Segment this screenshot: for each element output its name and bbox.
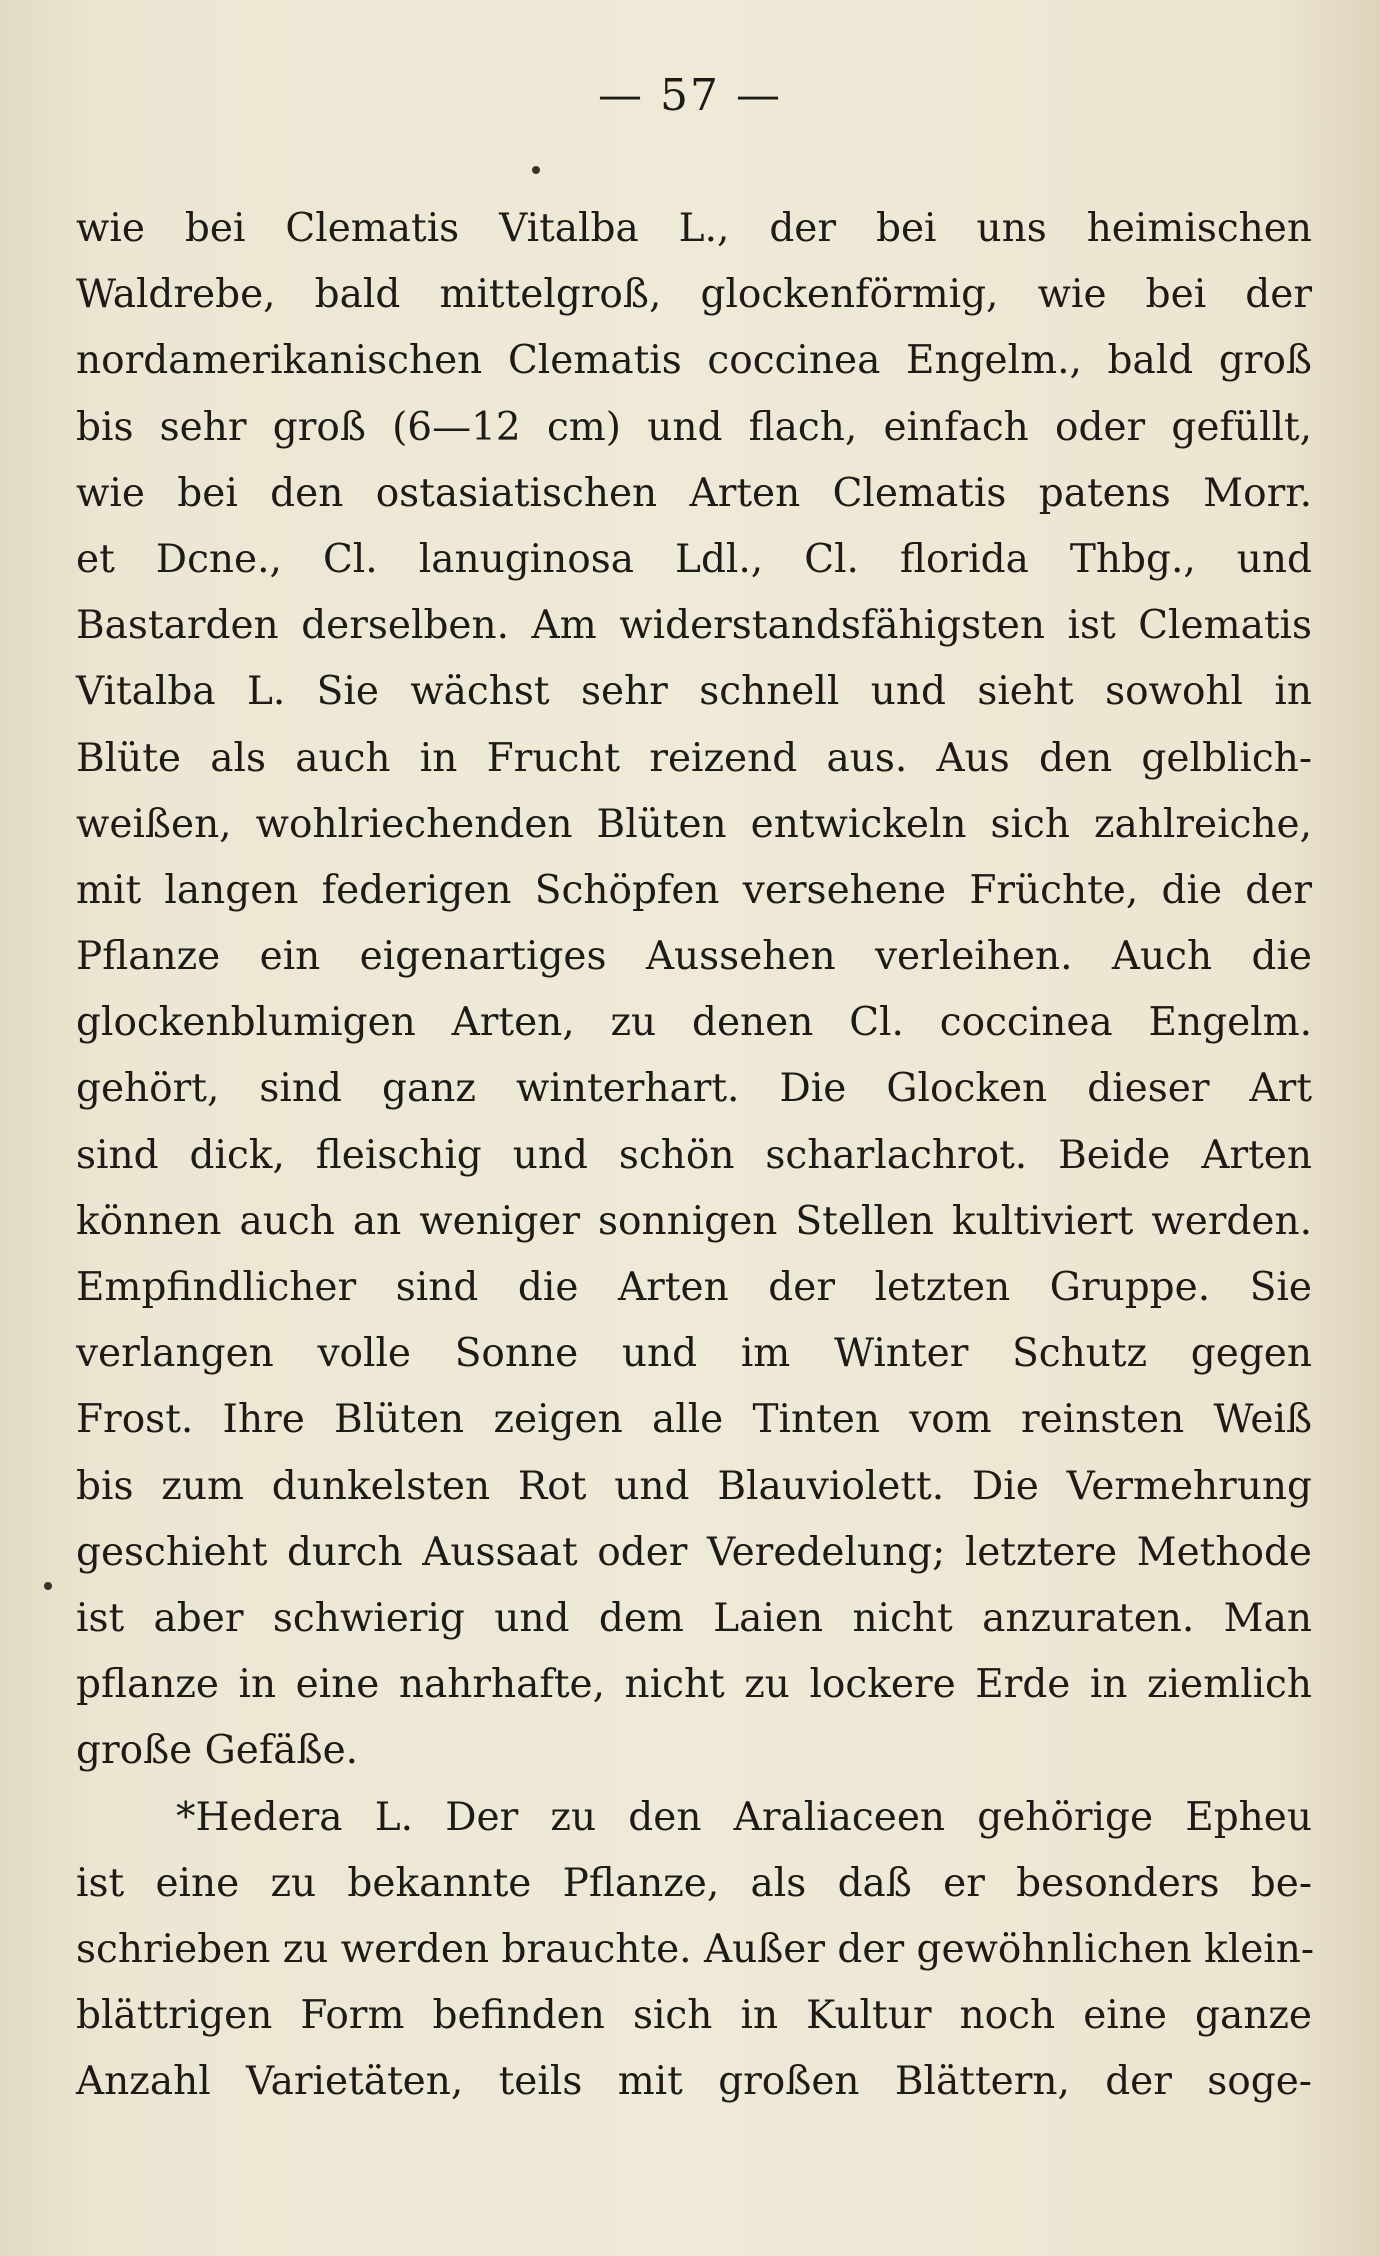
text-line: ist aber schwierig und dem Laien nicht anzuraten. Man (76, 1595, 1312, 1641)
text-line: blättrigen Form befinden sich in Kultur noch eine ganze (76, 1993, 1312, 2039)
text-line: sind dick, fleischig und schön scharlachrot. Beide Arten (76, 1132, 1312, 1178)
text-line: bis zum dunkelsten Rot und Blauviolett. Die Vermehrung (76, 1463, 1312, 1509)
text-line: *Hedera L. Der zu den Araliaceen gehörige Epheu (176, 1794, 1312, 1840)
body-text (76, 196, 1315, 2115)
text-line: wie bei Clematis Vitalba L., der bei uns heimischen (76, 206, 1312, 251)
text-line: gehört, sind ganz winterhart. Die Glocken dieser Art (76, 1066, 1312, 1112)
text-line: schrieben zu werden brauchte. Außer der gewöhnlichen klein- (76, 1926, 1315, 1972)
text-line: weißen, wohlriechenden Blüten entwickeln sich zahlreiche, (76, 801, 1312, 847)
text-line: Bastarden derselben. Am widerstandsfähigsten ist Clematis (76, 603, 1312, 649)
page-number: — 57 — (598, 70, 782, 121)
text-line: verlangen volle Sonne und im Winter Schutz gegen (76, 1331, 1312, 1377)
print-speck (532, 166, 540, 174)
text-line: Blüte als auch in Frucht reizend aus. Aus den gelblich- (76, 735, 1312, 781)
text-line: Vitalba L. Sie wächst sehr schnell und sieht sowohl in (76, 669, 1312, 715)
text-line: nordamerikanischen Clematis coccinea Engelm., bald groß (76, 338, 1312, 384)
text-line: Frost. Ihre Blüten zeigen alle Tinten vom reinsten Weiß (76, 1397, 1312, 1443)
text-line: wie bei den ostasiatischen Arten Clematis patens Morr. (76, 470, 1312, 516)
text-line: große Gefäße. (76, 1728, 359, 1774)
text-line: pflanze in eine nahrhafte, nicht zu lockere Erde in ziemlich (76, 1662, 1312, 1708)
text-line: Anzahl Varietäten, teils mit großen Blättern, der soge- (76, 2059, 1312, 2105)
text-line: ist eine zu bekannte Pflanze, als daß er besonders be- (76, 1860, 1312, 1906)
text-line: et Dcne., Cl. lanuginosa Ldl., Cl. florida Thbg., und (76, 536, 1312, 582)
text-line: Empfindlicher sind die Arten der letzten Gruppe. Sie (76, 1265, 1312, 1310)
text-line: Pflanze ein eigenartiges Aussehen verleihen. Auch die (76, 934, 1312, 980)
print-speck (44, 1582, 52, 1590)
text-line: geschieht durch Aussaat oder Veredelung; letztere Methode (76, 1529, 1312, 1575)
text-line: bis sehr groß (6—12 cm) und flach, einfach oder gefüllt, (76, 404, 1312, 450)
text-line: können auch an weniger sonnigen Stellen kultiviert werden. (76, 1198, 1312, 1244)
text-line: Waldrebe, bald mittelgroß, glockenförmig, wie bei der (76, 272, 1312, 318)
text-line: glockenblumigen Arten, zu denen Cl. coccinea Engelm. (76, 1000, 1312, 1046)
text-line: mit langen federigen Schöpfen versehene Früchte, die der (76, 867, 1312, 913)
